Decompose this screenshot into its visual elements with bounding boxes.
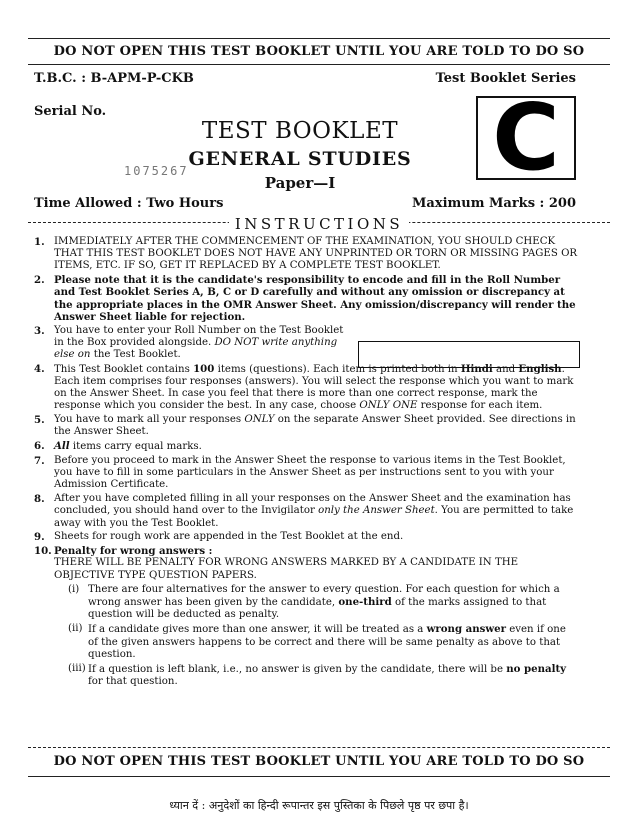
instruction-10 [34, 545, 578, 688]
test-booklet-series-label: Test Booklet Series [435, 71, 576, 86]
instruction-9-text: Sheets for rough work are appended in the Test Booklet at the end. [54, 531, 404, 543]
banner-underline [28, 64, 610, 65]
wrong-answer-emphasis: wrong answer [426, 623, 506, 636]
penalty-rule-2-text: If a candidate gives more than one answer, it will be treated as a [88, 624, 427, 636]
instruction-7-text: Before you proceed to mark in the Answer Sheet the response to various items in the Test Booklet, you have to fill in some particulars in the Answer Sheet as per instructions sent to you with your Admission Certificate. [54, 455, 566, 491]
paper-title: Paper—I [264, 174, 336, 192]
instruction-4-end: response for each item. [417, 400, 543, 412]
instructions-list [34, 236, 578, 690]
only-emphasis: ONLY [244, 414, 275, 426]
item-count: 100 [193, 362, 215, 375]
instruction-2 [34, 274, 578, 323]
maximum-marks: Maximum Marks : 200 [412, 196, 576, 211]
instructions-heading-text: INSTRUCTIONS [229, 215, 409, 233]
instruction-5 [34, 414, 578, 438]
instruction-number: 1. [34, 236, 45, 248]
instruction-4-text-2: items (questions). Each item is printed both in [214, 363, 461, 375]
instruction-3-emphasis: DO NOT write anything else on [54, 336, 338, 361]
sub-number: (i) [68, 583, 80, 595]
penalty-rule-3-end: for that question. [88, 676, 178, 688]
instruction-number: 4. [34, 362, 45, 375]
roll-number-box[interactable] [358, 341, 580, 368]
instruction-2-text: Please note that it is the candidate's responsibility to encode and fill in the Roll Number and Test Booklet Series A, B, C or D carefully and without any omission or discrepancy at the appropriate places in the OMR Answer Sheet. Any omission/discrepancy will render the Answer Sheet liable for rejection. [54, 274, 576, 323]
penalty-rule-1-text: There are four alternatives for the answer to every question. For each question for which a wrong answer has been given by the candidate, [88, 583, 560, 609]
serial-number-stamp: 1075267 [124, 164, 189, 178]
bottom-warning-banner: DO NOT OPEN THIS TEST BOOKLET UNTIL YOU ARE TOLD TO DO SO [53, 754, 585, 769]
penalty-rule-1-end: of the marks assigned to that question will be deducted as penalty. [88, 597, 547, 621]
one-third-emphasis: one-third [338, 596, 392, 609]
instruction-6-text: items carry equal marks. [69, 441, 202, 453]
language-english: English [518, 362, 562, 375]
instruction-4 [34, 363, 578, 413]
instruction-3-end: the Test Booklet. [90, 349, 181, 361]
subject-title: GENERAL STUDIES [188, 148, 412, 170]
sub-number: (ii) [68, 623, 83, 635]
hindi-note: ध्यान दें : अनुदेशों का हिन्दी रूपान्तर इस पुस्तिका के पिछले पृष्ठ पर छपा है। [169, 799, 469, 812]
serial-number-label: Serial No. [34, 104, 107, 119]
series-box [476, 84, 576, 191]
instruction-5-text: You have to mark all your responses [54, 414, 245, 426]
footer-top-rule [28, 747, 610, 748]
no-penalty-emphasis: no penalty [506, 663, 567, 676]
top-rule [28, 38, 610, 39]
booklet-title: TEST BOOKLET [201, 118, 399, 144]
instruction-number: 9. [34, 531, 45, 544]
instruction-8-text: After you have completed filling in all your responses on the Answer Sheet and the examination has concluded, you should hand over to the Invigilator [54, 493, 571, 517]
instruction-number: 2. [34, 274, 45, 287]
series-letter: C [492, 84, 560, 191]
instruction-1 [34, 236, 578, 273]
penalty-rule-3 [54, 663, 578, 688]
instruction-7 [34, 455, 578, 492]
penalty-rule-1 [54, 584, 578, 622]
penalty-rule-2 [54, 623, 578, 661]
only-one-emphasis: ONLY ONE [359, 400, 418, 412]
top-warning-banner: DO NOT OPEN THIS TEST BOOKLET UNTIL YOU ARE TOLD TO DO SO [53, 44, 585, 59]
instruction-number: 6. [34, 440, 45, 453]
instruction-number: 5. [34, 414, 45, 427]
penalty-body: THERE WILL BE PENALTY FOR WRONG ANSWERS MARKED BY A CANDIDATE IN THE OBJECTIVE TYPE QUESTION PAPERS. [54, 557, 519, 581]
instruction-number: 8. [34, 493, 45, 506]
footer-bottom-rule [28, 776, 610, 777]
penalty-rule-3-text: If a question is left blank, i.e., no answer is given by the candidate, there will be [88, 664, 507, 676]
instruction-3-text: You have to enter your Roll Number on the Test Booklet in the Box provided alongside. [54, 324, 344, 348]
instruction-1-text: IMMEDIATELY AFTER THE COMMENCEMENT OF THE EXAMINATION, YOU SHOULD CHECK THAT THIS TEST BOOKLET DOES NOT HAVE ANY UNPRINTED OR TORN OR MISSING PAGES OR ITEMS, ETC. IF SO, GET IT REPLACED BY A COMPLETE TEST BOOKLET. [54, 236, 578, 272]
instruction-8 [34, 493, 578, 530]
instruction-4-text-3: and [492, 363, 519, 375]
sub-number: (iii) [68, 663, 86, 675]
instruction-5-end: on the separate Answer Sheet provided. See directions in the Answer Sheet. [54, 414, 576, 438]
instruction-8-end: . You are permitted to take away with you the Test Booklet. [54, 505, 574, 529]
instruction-4-text-4: . Each item comprises four responses (answers). You will select the response which you want to mark on the Answer Sheet. In case you feel that there is more than one correct response, mark the response which you consider the best. In any case, choose [54, 363, 574, 412]
instruction-4-text: This Test Booklet contains [54, 363, 194, 375]
instructions-heading [0, 215, 638, 233]
tbc-code: T.B.C. : B-APM-P-CKB [34, 71, 194, 86]
instruction-number: 10. [34, 545, 52, 558]
answer-sheet-emphasis: only the Answer Sheet [318, 505, 435, 517]
instruction-6 [34, 440, 578, 453]
all-emphasis: All [54, 440, 70, 453]
instruction-number: 7. [34, 455, 45, 468]
instruction-9 [34, 531, 578, 543]
instruction-number: 3. [34, 324, 45, 337]
language-hindi: Hindi [460, 362, 493, 375]
penalty-title: Penalty for wrong answers : [54, 545, 213, 558]
penalty-rule-2-end: even if one of the given answers happens to be correct and there will be same penalty as above to that question. [88, 624, 566, 660]
time-allowed: Time Allowed : Two Hours [34, 196, 224, 211]
